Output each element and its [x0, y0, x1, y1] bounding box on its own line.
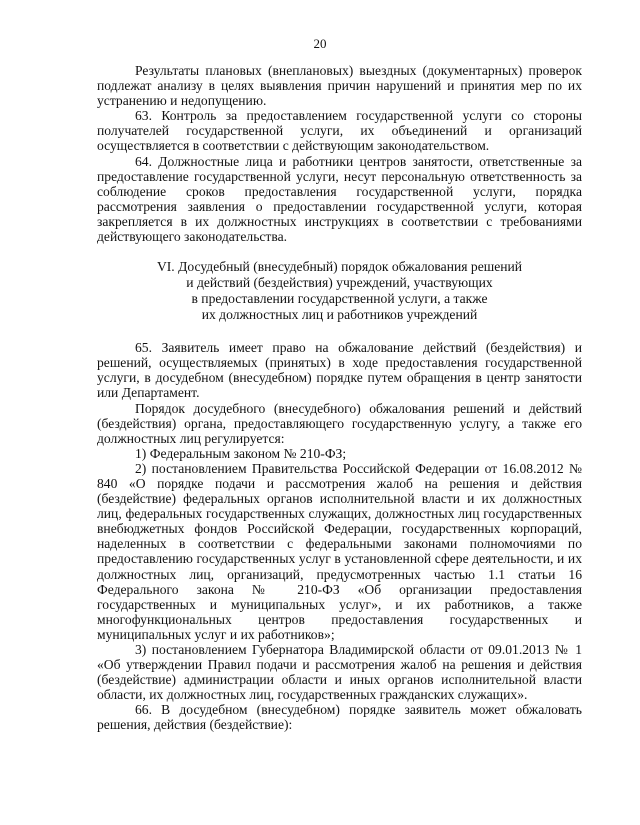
section-heading-line: их должностных лиц и работников учреждений: [201, 307, 478, 323]
section-heading: [97, 259, 582, 323]
document-body: [97, 63, 582, 733]
paragraph-63: 63. Контроль за предоставлением государственной услуги со стороны получателей государственной услуги, их объединений и организаций осуществляется в соответствии с действующим законодательством.: [97, 108, 582, 154]
paragraph-66: 66. В досудебном (внесудебном) порядке заявитель может обжаловать решения, действия (бездействие):: [97, 702, 582, 733]
section-heading-line: VI. Досудебный (внесудебный) порядок обжалования решений: [156, 259, 523, 275]
list-item-governor-resolution: 3) постановлением Губернатора Владимирской области от 09.01.2013 № 1 «Об утверждении Правил подачи и рассмотрения жалоб на решения и действия (бездействие) администрации области и иных органов исполнительной власти области, их должностных лиц, государственных гражданских служащих».: [97, 642, 582, 703]
list-item-federal-law: 1) Федеральным законом № 210-ФЗ;: [135, 445, 347, 461]
page-number: 20: [313, 36, 327, 51]
list-item-government-resolution: 2) постановлением Правительства Российской Федерации от 16.08.2012 № 840 «О порядке подачи и рассмотрения жалоб на решения и действия (бездействие) федеральных органов исполнительной власти и их должностных лиц, федеральных государственных служащих, должностных лиц государственных внебюджетных фондов Российской Федерации, государственных корпораций, наделенных в соответствии с федеральными законами полномочиями по предоставлению государственных услуг в установленной сфере деятельности, и их должностных лиц, организаций, предусмотренных частью 1.1 статьи 16 Федерального закона № 210-ФЗ «Об организации предоставления государственных и муниципальных услуг», и их работников, а также многофункциональных центров предоставления государственных и муниципальных услуг и их работников»;: [97, 460, 582, 642]
paragraph-appeal-procedure: Порядок досудебного (внесудебного) обжалования решений и действий (бездействия) органа, предоставляющего государственную услугу, а также его должностных лиц регулируется:: [97, 400, 582, 446]
paragraph-65: 65. Заявитель имеет право на обжалование действий (бездействия) и решений, осуществляемых (принятых) в ходе предоставления государственной услуги, в досудебном (внесудебном) порядке путем обращения в центр занятости или Департамент.: [97, 340, 582, 401]
section-heading-line: в предоставлении государственной услуги, а также: [191, 291, 488, 307]
paragraph-inspection-results: Результаты плановых (внеплановых) выездных (документарных) проверок подлежат анализу в целях выявления причин нарушений и принятия мер по их устранению и недопущению.: [97, 63, 582, 109]
paragraph-64: 64. Должностные лица и работники центров занятости, ответственные за предоставление государственной услуги, несут персональную ответственность за соблюдение сроков предоставления государственной услуги, порядка рассмотрения заявления о предоставлении государственной услуги, которая закрепляется в их должностных инструкциях в соответствии с требованиями действующего законодательства.: [97, 153, 582, 245]
section-heading-line: и действий (бездействия) учреждений, участвующих: [186, 275, 493, 291]
